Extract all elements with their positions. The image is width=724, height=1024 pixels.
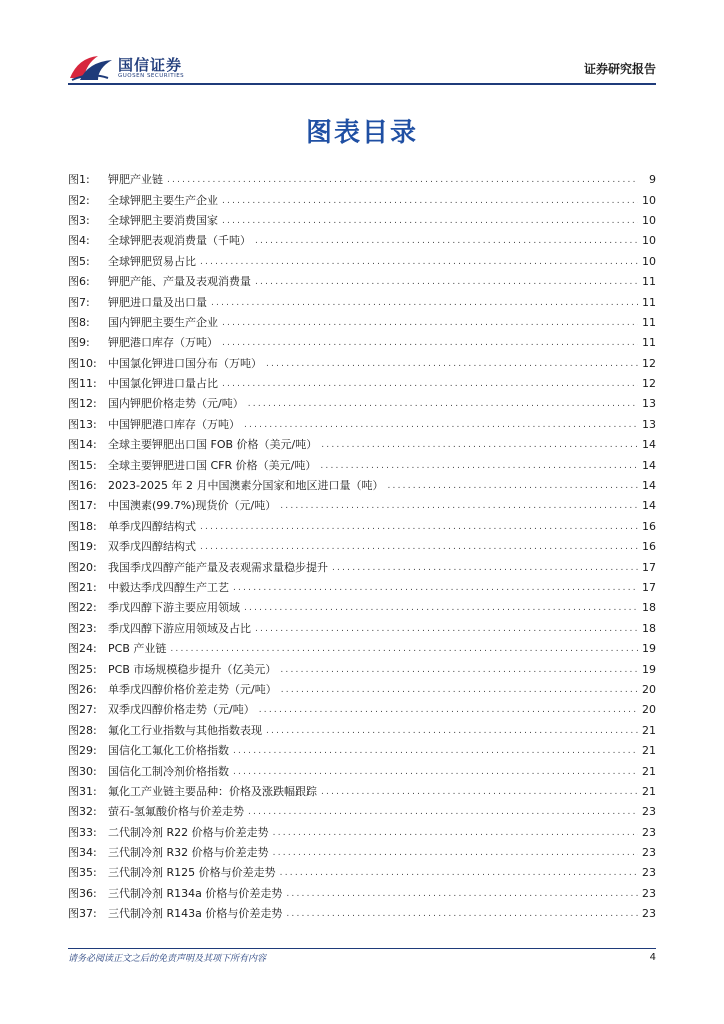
toc-entry-title[interactable]: 三代制冷剂 R134a 价格与价差走势 bbox=[108, 886, 283, 900]
header-divider bbox=[68, 83, 656, 85]
toc-entry[interactable] bbox=[68, 231, 656, 251]
toc-dot-leader bbox=[200, 255, 638, 269]
toc-entry-number: 图7: bbox=[68, 295, 90, 309]
figure-toc-list bbox=[68, 170, 656, 924]
toc-entry-number: 图8: bbox=[68, 315, 90, 329]
toc-entry-title[interactable]: 2023-2025 年 2 月中国澳素分国家和地区进口量（吨） bbox=[108, 479, 384, 493]
toc-entry-title[interactable]: 中国氯化钾进口国分布（万吨） bbox=[108, 356, 262, 370]
toc-dot-leader bbox=[167, 173, 638, 187]
toc-entry-page[interactable]: 10 bbox=[642, 193, 656, 207]
toc-entry-number: 图30: bbox=[68, 764, 97, 778]
toc-dot-leader bbox=[233, 744, 638, 758]
toc-entry-number: 图13: bbox=[68, 417, 97, 431]
toc-dot-leader bbox=[286, 907, 638, 921]
toc-entry[interactable] bbox=[68, 313, 656, 333]
page-header bbox=[68, 50, 656, 84]
toc-dot-leader bbox=[281, 683, 638, 697]
toc-dot-leader bbox=[200, 540, 638, 554]
toc-entry-number: 图4: bbox=[68, 234, 90, 248]
toc-entry-number: 图17: bbox=[68, 499, 97, 513]
toc-dot-leader bbox=[286, 887, 638, 901]
toc-entry-number: 图10: bbox=[68, 356, 97, 370]
toc-entry-page[interactable]: 21 bbox=[642, 744, 656, 758]
toc-entry-page[interactable]: 12 bbox=[642, 356, 656, 370]
toc-entry-page[interactable]: 10 bbox=[642, 254, 656, 268]
toc-dot-leader bbox=[320, 459, 638, 473]
toc-dot-leader bbox=[222, 194, 638, 208]
toc-dot-leader bbox=[259, 703, 638, 717]
toc-entry-number: 图5: bbox=[68, 254, 90, 268]
footer-divider bbox=[68, 948, 656, 949]
toc-dot-leader bbox=[248, 397, 638, 411]
toc-entry-page[interactable]: 11 bbox=[642, 295, 656, 309]
toc-entry[interactable] bbox=[68, 721, 656, 741]
toc-entry[interactable] bbox=[68, 619, 656, 639]
toc-entry[interactable] bbox=[68, 639, 656, 659]
toc-dot-leader bbox=[266, 724, 638, 738]
toc-entry-page[interactable]: 23 bbox=[642, 805, 656, 819]
toc-dot-leader bbox=[387, 479, 638, 493]
toc-entry[interactable] bbox=[68, 761, 656, 781]
toc-entry-page[interactable]: 23 bbox=[642, 825, 656, 839]
toc-dot-leader bbox=[233, 581, 638, 595]
toc-entry-title[interactable]: 国信化工制冷剂价格指数 bbox=[108, 764, 229, 778]
toc-entry[interactable] bbox=[68, 455, 656, 475]
toc-entry-page[interactable]: 17 bbox=[642, 560, 656, 574]
toc-entry-page[interactable]: 20 bbox=[642, 703, 656, 717]
toc-entry-number: 图26: bbox=[68, 682, 97, 696]
toc-entry-page[interactable]: 10 bbox=[642, 213, 656, 227]
toc-entry-title[interactable]: 钾肥产能、产量及表观消费量 bbox=[108, 275, 251, 289]
toc-entry-title[interactable]: 单季戊四醇价格价差走势（元/吨） bbox=[108, 682, 277, 696]
toc-entry-number: 图34: bbox=[68, 846, 97, 860]
toc-entry-title[interactable]: 全球钾肥贸易占比 bbox=[108, 254, 196, 268]
toc-entry[interactable] bbox=[68, 170, 656, 190]
toc-entry[interactable] bbox=[68, 863, 656, 883]
toc-entry-page[interactable]: 14 bbox=[642, 479, 656, 493]
toc-entry-page[interactable]: 21 bbox=[642, 764, 656, 778]
toc-entry-title[interactable]: 三代制冷剂 R125 价格与价差走势 bbox=[108, 866, 276, 880]
toc-entry-number: 图9: bbox=[68, 336, 90, 350]
toc-entry-number: 图14: bbox=[68, 438, 97, 452]
toc-entry-title[interactable]: 中国钾肥港口库存（万吨） bbox=[108, 417, 240, 431]
toc-entry-page[interactable]: 18 bbox=[642, 621, 656, 635]
toc-dot-leader bbox=[222, 316, 638, 330]
toc-entry-page[interactable]: 13 bbox=[642, 417, 656, 431]
toc-entry-number: 图27: bbox=[68, 703, 97, 717]
toc-entry-title[interactable]: PCB 市场规模稳步提升（亿美元） bbox=[108, 662, 277, 676]
toc-entry[interactable] bbox=[68, 782, 656, 802]
logo-chinese-name: 国信证券 bbox=[118, 56, 183, 74]
toc-dot-leader bbox=[222, 214, 638, 228]
toc-entry-title[interactable]: 双季戊四醇价格走势（元/吨） bbox=[108, 703, 255, 717]
toc-entry[interactable] bbox=[68, 843, 656, 863]
page-number: 4 bbox=[649, 952, 656, 963]
toc-entry[interactable] bbox=[68, 802, 656, 822]
toc-entry[interactable] bbox=[68, 741, 656, 761]
toc-entry[interactable] bbox=[68, 292, 656, 312]
toc-entry-page[interactable]: 14 bbox=[642, 499, 656, 513]
toc-entry-page[interactable]: 23 bbox=[642, 846, 656, 860]
toc-entry[interactable] bbox=[68, 904, 656, 924]
toc-entry-page[interactable]: 20 bbox=[642, 682, 656, 696]
toc-entry-title[interactable]: 国内钾肥主要生产企业 bbox=[108, 315, 218, 329]
toc-entry-title[interactable]: 钾肥产业链 bbox=[108, 173, 163, 187]
toc-entry-title[interactable]: 钾肥进口量及出口量 bbox=[108, 295, 207, 309]
toc-entry-title[interactable]: 季戊四醇下游应用领域及占比 bbox=[108, 621, 251, 635]
toc-entry-number: 图16: bbox=[68, 479, 97, 493]
toc-entry-title[interactable]: 中毅达季戊四醇生产工艺 bbox=[108, 581, 229, 594]
toc-entry-title[interactable]: PCB 产业链 bbox=[108, 642, 167, 656]
toc-entry-number: 图37: bbox=[68, 907, 97, 921]
toc-entry-page[interactable]: 14 bbox=[642, 438, 656, 452]
toc-entry-title[interactable]: 三代制冷剂 R32 价格与价差走势 bbox=[108, 846, 269, 860]
toc-entry[interactable] bbox=[68, 374, 656, 394]
toc-dot-leader bbox=[255, 622, 638, 636]
toc-entry-number: 图21: bbox=[68, 581, 97, 594]
toc-entry-number: 图6: bbox=[68, 275, 90, 289]
toc-entry-number: 图35: bbox=[68, 866, 97, 880]
toc-dot-leader bbox=[280, 499, 638, 513]
toc-entry[interactable] bbox=[68, 394, 656, 414]
toc-entry-title[interactable]: 萤石-氢氟酸价格与价差走势 bbox=[108, 805, 244, 819]
toc-entry-page[interactable]: 17 bbox=[642, 581, 656, 594]
toc-entry-page[interactable]: 18 bbox=[642, 601, 656, 615]
toc-entry-title[interactable]: 三代制冷剂 R143a 价格与价差走势 bbox=[108, 907, 283, 921]
toc-entry[interactable] bbox=[68, 354, 656, 374]
page-title: 图表目录 bbox=[305, 118, 418, 148]
toc-entry[interactable] bbox=[68, 557, 656, 577]
toc-entry-title[interactable]: 全球主要钾肥出口国 FOB 价格（美元/吨） bbox=[108, 438, 318, 452]
toc-entry[interactable] bbox=[68, 700, 656, 720]
toc-entry-number: 图24: bbox=[68, 642, 97, 656]
toc-entry-number: 图31: bbox=[68, 784, 97, 798]
toc-entry-page[interactable]: 11 bbox=[642, 336, 656, 350]
toc-entry[interactable] bbox=[68, 517, 656, 537]
toc-entry-title[interactable]: 国信化工氟化工价格指数 bbox=[108, 744, 229, 758]
toc-entry-title[interactable]: 我国季戊四醇产能产量及表观需求量稳步提升 bbox=[108, 560, 328, 574]
toc-entry[interactable] bbox=[68, 598, 656, 618]
toc-entry-page[interactable]: 23 bbox=[642, 866, 656, 880]
toc-entry-title[interactable]: 季戊四醇下游主要应用领域 bbox=[108, 601, 240, 615]
toc-entry-page[interactable]: 11 bbox=[642, 315, 656, 329]
toc-entry-number: 图25: bbox=[68, 662, 97, 676]
toc-entry-number: 图15: bbox=[68, 458, 97, 472]
toc-entry-page[interactable]: 16 bbox=[642, 540, 656, 554]
toc-entry-page[interactable]: 9 bbox=[649, 173, 656, 187]
toc-entry-page[interactable]: 12 bbox=[642, 377, 656, 391]
toc-entry-number: 图2: bbox=[68, 193, 90, 207]
toc-entry-page[interactable]: 19 bbox=[642, 662, 656, 676]
toc-dot-leader bbox=[273, 846, 638, 860]
toc-entry[interactable] bbox=[68, 537, 656, 557]
toc-entry-number: 图12: bbox=[68, 397, 97, 411]
toc-entry-number: 图1: bbox=[68, 173, 90, 187]
toc-entry-title[interactable]: 全球钾肥表观消费量（千吨） bbox=[108, 234, 251, 248]
toc-entry-title[interactable]: 全球钾肥主要生产企业 bbox=[108, 193, 218, 207]
toc-entry-number: 图22: bbox=[68, 601, 97, 615]
toc-entry-number: 图20: bbox=[68, 560, 97, 574]
toc-dot-leader bbox=[255, 234, 638, 248]
toc-entry-number: 图28: bbox=[68, 723, 97, 737]
toc-entry-page[interactable]: 21 bbox=[642, 784, 656, 798]
toc-entry-number: 图19: bbox=[68, 540, 97, 554]
guosen-logo-icon bbox=[68, 52, 114, 82]
toc-dot-leader bbox=[222, 377, 638, 391]
toc-dot-leader bbox=[266, 357, 638, 371]
toc-entry-page[interactable]: 19 bbox=[642, 642, 656, 656]
toc-dot-leader bbox=[321, 438, 638, 452]
toc-entry-number: 图33: bbox=[68, 825, 97, 839]
toc-entry[interactable] bbox=[68, 252, 656, 272]
toc-entry-page[interactable]: 23 bbox=[642, 907, 656, 921]
toc-entry[interactable] bbox=[68, 415, 656, 435]
toc-dot-leader bbox=[248, 805, 638, 819]
toc-dot-leader bbox=[273, 826, 638, 840]
toc-entry-title[interactable]: 中国氯化钾进口量占比 bbox=[108, 377, 218, 391]
toc-entry[interactable] bbox=[68, 680, 656, 700]
toc-dot-leader bbox=[170, 642, 638, 656]
toc-entry-title[interactable]: 国内钾肥价格走势（元/吨） bbox=[108, 397, 244, 411]
toc-dot-leader bbox=[280, 866, 638, 880]
toc-entry-title[interactable]: 单季戊四醇结构式 bbox=[108, 519, 196, 533]
toc-entry-title[interactable]: 二代制冷剂 R22 价格与价差走势 bbox=[108, 825, 269, 839]
toc-entry[interactable] bbox=[68, 190, 656, 210]
toc-dot-leader bbox=[244, 601, 638, 615]
toc-entry[interactable] bbox=[68, 578, 656, 598]
toc-entry[interactable] bbox=[68, 476, 656, 496]
logo-english-name: GUOSEN SECURITIES bbox=[118, 73, 185, 79]
toc-entry[interactable] bbox=[68, 211, 656, 231]
toc-entry[interactable] bbox=[68, 496, 656, 516]
toc-entry[interactable] bbox=[68, 884, 656, 904]
toc-entry-number: 图32: bbox=[68, 805, 97, 819]
toc-entry-title[interactable]: 中国澳素(99.7%)现货价（元/吨） bbox=[108, 499, 277, 513]
toc-entry-page[interactable]: 11 bbox=[642, 275, 656, 289]
toc-entry[interactable] bbox=[68, 333, 656, 353]
toc-entry-page[interactable]: 21 bbox=[642, 723, 656, 737]
toc-dot-leader bbox=[233, 765, 638, 779]
toc-entry-title[interactable]: 全球主要钾肥进口国 CFR 价格（美元/吨） bbox=[108, 458, 317, 472]
toc-entry-page[interactable]: 16 bbox=[642, 519, 656, 533]
toc-dot-leader bbox=[280, 663, 638, 677]
toc-dot-leader bbox=[321, 785, 638, 799]
toc-entry-page[interactable]: 23 bbox=[642, 886, 656, 900]
toc-entry-number: 图18: bbox=[68, 519, 97, 533]
toc-entry-number: 图36: bbox=[68, 886, 97, 900]
report-type-label: 证券研究报告 bbox=[583, 62, 656, 76]
footer-disclaimer: 请务必阅读正文之后的免责声明及其项下所有内容 bbox=[68, 954, 267, 964]
toc-entry-page[interactable]: 10 bbox=[642, 234, 656, 248]
toc-entry-title[interactable]: 氟化工产业链主要品种：价格及涨跌幅跟踪 bbox=[108, 784, 317, 798]
toc-dot-leader bbox=[211, 296, 638, 310]
toc-entry-title[interactable]: 双季戊四醇结构式 bbox=[108, 540, 196, 554]
toc-entry-number: 图3: bbox=[68, 213, 90, 227]
toc-entry-title[interactable]: 氟化工行业指数与其他指数表现 bbox=[108, 723, 262, 737]
toc-entry-number: 图23: bbox=[68, 621, 97, 635]
toc-entry[interactable] bbox=[68, 272, 656, 292]
toc-dot-leader bbox=[255, 275, 638, 289]
toc-entry[interactable] bbox=[68, 659, 656, 679]
toc-dot-leader bbox=[332, 561, 638, 575]
toc-entry[interactable] bbox=[68, 435, 656, 455]
toc-dot-leader bbox=[222, 336, 638, 350]
toc-entry-title[interactable]: 钾肥港口库存（万吨） bbox=[108, 336, 218, 350]
toc-entry-page[interactable]: 14 bbox=[642, 458, 656, 472]
guosen-logo bbox=[68, 50, 208, 84]
toc-dot-leader bbox=[244, 418, 638, 432]
toc-dot-leader bbox=[200, 520, 638, 534]
toc-entry[interactable] bbox=[68, 823, 656, 843]
toc-entry-number: 图29: bbox=[68, 744, 97, 758]
toc-entry-number: 图11: bbox=[68, 377, 97, 391]
toc-entry-page[interactable]: 13 bbox=[642, 397, 656, 411]
toc-entry-title[interactable]: 全球钾肥主要消费国家 bbox=[108, 213, 218, 227]
